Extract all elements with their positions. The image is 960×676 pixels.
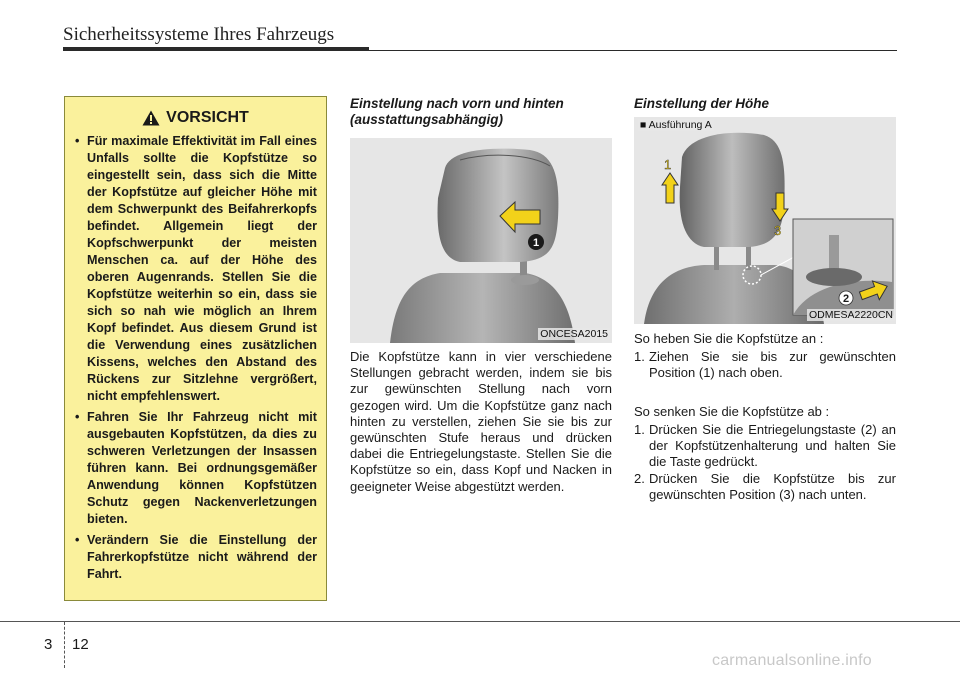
callout-3: 3 [774,223,782,238]
fore-aft-figure [350,138,612,343]
height-heading: Einstellung der Höhe [634,96,770,111]
header-rule-thick [63,47,369,51]
fore-aft-heading: Einstellung nach vorn und hinten (ausstattungsabhängig) [350,96,564,127]
callout-1: 1 [664,157,672,172]
step-number: 1. [634,349,645,364]
header-rule-thin [369,50,897,51]
warning-item: • Für maximale Effektivität im Fall eines Unfalls sollte die Kopfstütze so eingestellt sein, dass sich die Mitte der Kopfstütze auf gleicher Höhe mit dem Schwerpunkt des Beifahrerkopfs befindet. Allgemein liegt der Kopfschwerpunkt der meisten Menschen ca. auf der Höhe des oberen Augenrands. Stellen Sie die Kopfstütze weiterhin so ein, dass sie sich so nah wie möglich an Ihrem Kopf befindet. Aus diesem Grund ist die Verwendung eines zusätzlichen Kissens, welches den Abstand des Rückens zur Sitzlehne vergrößert, nicht empfehlenswert. [74,133,317,405]
height-figure [634,117,896,324]
callout-1: 1 [532,237,540,249]
lower-intro: So senken Sie die Kopfstütze ab : [634,404,830,419]
headrest-height-illustration [634,117,896,324]
step-text: Drücken Sie die Kopfstütze bis zur gewünschten Position (3) nach unten. [649,471,896,503]
watermark: carmanualsonline.info [712,652,872,669]
warning-title: VORSICHT [166,109,249,126]
footer-rule [0,621,960,622]
page-number: 12 [72,636,89,653]
fore-aft-body: Die Kopfstütze kann in vier verschiedene Stellungen gebracht werden, indem sie bis zur gewünschten Stellung nach vorn gezogen wird. Um die Kopfstütze ganz nach hinten zu verstellen, ziehen Sie sie bis zur gewünschten Stufe heraus und drücken dabei die Entriegelungstaste. Stellen Sie die Kopfstütze so ein, dass Kopf und Nacken in geeigneter Weise abgestützt werden. [350,349,612,494]
warning-header [74,109,317,127]
chapter-number: 3 [44,636,53,653]
warning-list [74,133,317,583]
figure-code: ODMESA2220CN [808,309,893,321]
step-number: 1. [634,422,645,437]
warning-triangle-icon [142,110,160,126]
warning-box [64,96,327,601]
footer-divider [64,622,65,668]
warning-item: • Fahren Sie Ihr Fahrzeug nicht mit ausgebauten Kopfstützen, da dies zu schweren Verletzungen der Insassen führen kann. Bei ordnungsgemäßer Anwendung können Kopfstützen Schutz gegen Nackenverletzungen bieten. [74,409,317,528]
raise-step [634,349,896,381]
lower-step [634,422,896,471]
warning-item: • Verändern Sie die Einstellung der Fahrerkopfstütze nicht während der Fahrt. [74,532,317,583]
step-text: Drücken Sie die Entriegelungstaste (2) an der Kopfstützenhalterung und halten Sie die Taste gedrückt. [649,422,896,470]
figure-label: ■ Ausführung A [640,119,712,131]
figure-code: ONCESA2015 [540,328,608,340]
step-text: Ziehen Sie sie bis zur gewünschten Position (1) nach oben. [649,349,896,381]
step-number: 2. [634,471,645,486]
headrest-front-illustration [350,138,612,343]
raise-intro: So heben Sie die Kopfstütze an : [634,331,824,346]
header-title: Sicherheitssysteme Ihres Fahrzeugs [63,24,335,45]
lower-step [634,471,896,503]
callout-2: 2 [842,293,850,305]
